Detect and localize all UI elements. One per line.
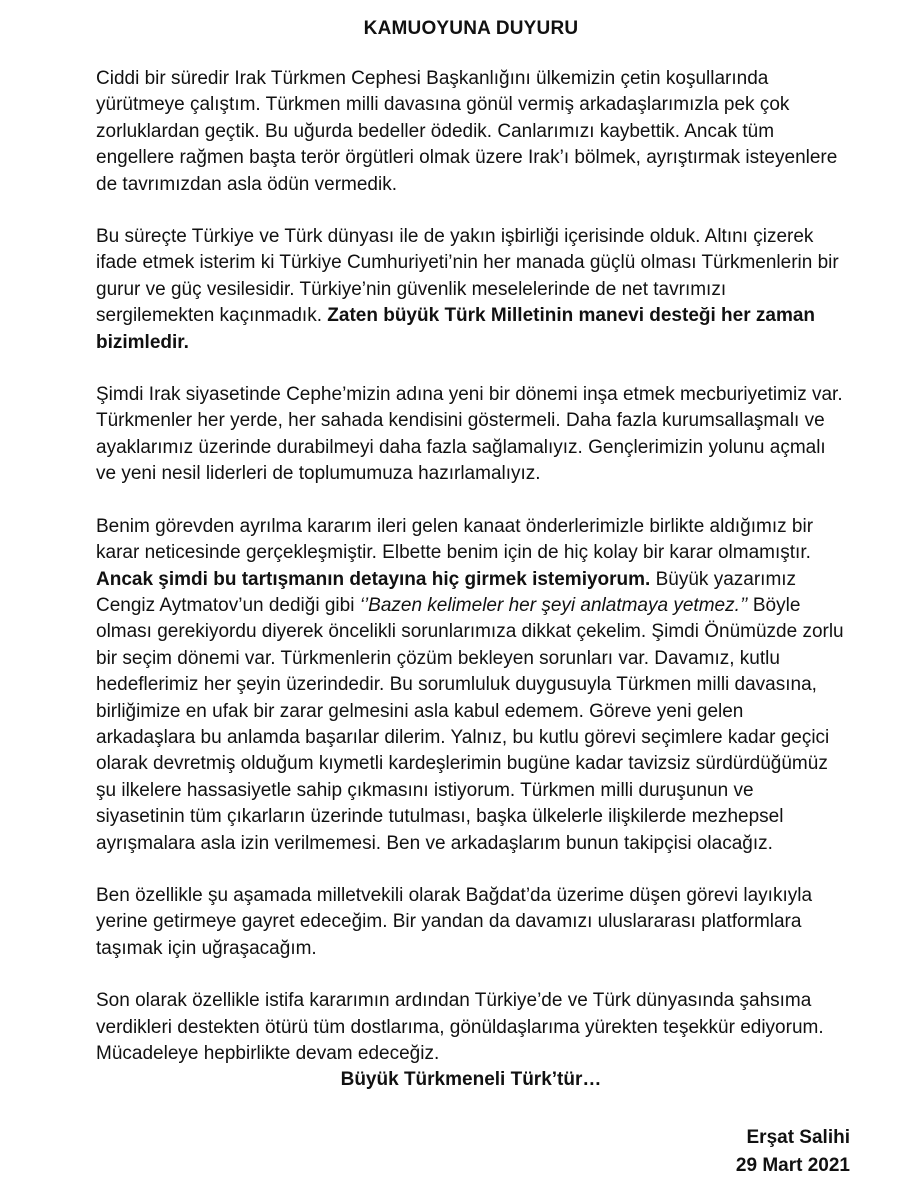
paragraph-2-bold-text: Zaten büyük Türk Milletinin manevi desteği her zaman bizimledir. xyxy=(96,305,816,353)
paragraph-1 xyxy=(96,66,846,198)
paragraph-4-text-a: Benim görevden ayrılma kararım ileri gelen kanaat önderlerimizle birlikte aldığımız bir karar neticesinde gerçekleşmiştir. Elbette benim için de hiç kolay bir karar olmamıştır. xyxy=(96,515,814,564)
paragraph-4-quote: ‘’Bazen kelimeler her şeyi anlatmaya yetmez.’’ xyxy=(359,594,748,616)
paragraph-4 xyxy=(96,514,846,857)
signature-name: Erşat Salihi xyxy=(746,1127,850,1148)
paragraph-1-text: Ciddi bir süredir Irak Türkmen Cephesi Başkanlığını ülkemizin çetin koşullarında yürütmeye çalıştım. Türkmen milli davasına gönül vermiş arkadaşlarımızla pek çok zorluklardan geçtik. Bu uğurda bedeller ödedik. Canlarımızı kaybettik. Ancak tüm engellere rağmen başta terör örgütleri olmak üzere Irak’ı bölmek, ayrıştırmak isteyenlere de tavrımızdan asla ödün vermedik. xyxy=(96,68,838,195)
paragraph-2 xyxy=(96,224,846,356)
paragraph-4-text-b: Büyük yazarımız Cengiz Aytmatov’un dediği gibi xyxy=(96,568,797,616)
paragraph-4-text-c: Böyle olması gerekiyordu diyerek öncelikli sorunlarımıza dikkat çekelim. Şimdi Önümüzde zorlu bir seçim dönemi var. Türkmenlerin çözüm bekleyen sorunları var. Davamız, kutlu hedeflerimiz her şeyin üzerindedir. Bu sorumluluk duygusuyla Türkmen milli davasına, birliğimize en ufak bir zarar gelmesini asla kabul edemem. Göreve yeni gelen arkadaşlara bu anlamda başarılar dilerim. Yalnız, bu kutlu görevi seçimlere kadar geçici olarak devretmiş olduğum kıymetli kardeşlerimin bugüne kadar tavizsiz sürdürdüğümüz şu ilkelere hassasiyetle sahip çıkmasını istiyorum. Türkmen milli duruşunun ve siyasetinin tüm çıkarların üzerinde tutulması, başka ülkelerle ilişkilerde mezhepsel ayrışmalara asla izin verilmemesi. Ben ve arkadaşlarım bunun takipçisi olacağız. xyxy=(96,594,844,854)
document-title: KAMUOYUNA DUYURU xyxy=(363,18,579,39)
paragraph-4-bold-text: Ancak şimdi bu tartışmanın detayına hiç girmek istemiyorum. xyxy=(96,568,651,590)
paragraph-2-text: Bu süreçte Türkiye ve Türk dünyası ile de yakın işbirliği içerisinde olduk. Altını çizerek ifade etmek isterim ki Türkiye Cumhuriyeti’nin her manada güçlü olması Türkmenlerin bir gurur ve güç vesilesidir. Türkiye’nin güvenlik meselelerinde de net tavrımızı sergilemekten kaçınmadık. xyxy=(96,226,839,327)
paragraph-6 xyxy=(96,988,846,1067)
paragraph-3 xyxy=(96,382,846,488)
paragraph-6-text: Son olarak özellikle istifa kararımın ardından Türkiye’de ve Türk dünyasında şahsıma verdikleri destekten ötürü tüm dostlarıma, gönüldaşlarıma yürekten teşekkür ediyorum. Mücadeleye hepbirlikte devam edeceğiz. xyxy=(96,990,824,1064)
signature-block xyxy=(736,1124,850,1180)
paragraph-3-text: Şimdi Irak siyasetinde Cephe’mizin adına yeni bir dönemi inşa etmek mecburiyetimiz var. Türkmenler her yerde, her sahada kendisini göstermeli. Daha fazla kurumsallaşmalı ve ayaklarımız üzerinde durabilmeyi daha fazla sağlamalıyız. Gençlerimizin yolunu açmalı ve yeni nesil liderleri de toplumumuza hazırlamalıyız. xyxy=(96,384,843,485)
paragraph-5-text: Ben özellikle şu aşamada milletvekili olarak Bağdat’da üzerime düşen görevi layıkıyla yerine getirmeye gayret edeceğim. Bir yandan da davamızı uluslararası platformlara taşımak için uğraşacağım. xyxy=(96,884,813,959)
paragraph-5 xyxy=(96,883,846,962)
signature-date: 29 Mart 2021 xyxy=(735,1155,850,1176)
closing-slogan: Büyük Türkmeneli Türk’tür… xyxy=(340,1069,602,1091)
